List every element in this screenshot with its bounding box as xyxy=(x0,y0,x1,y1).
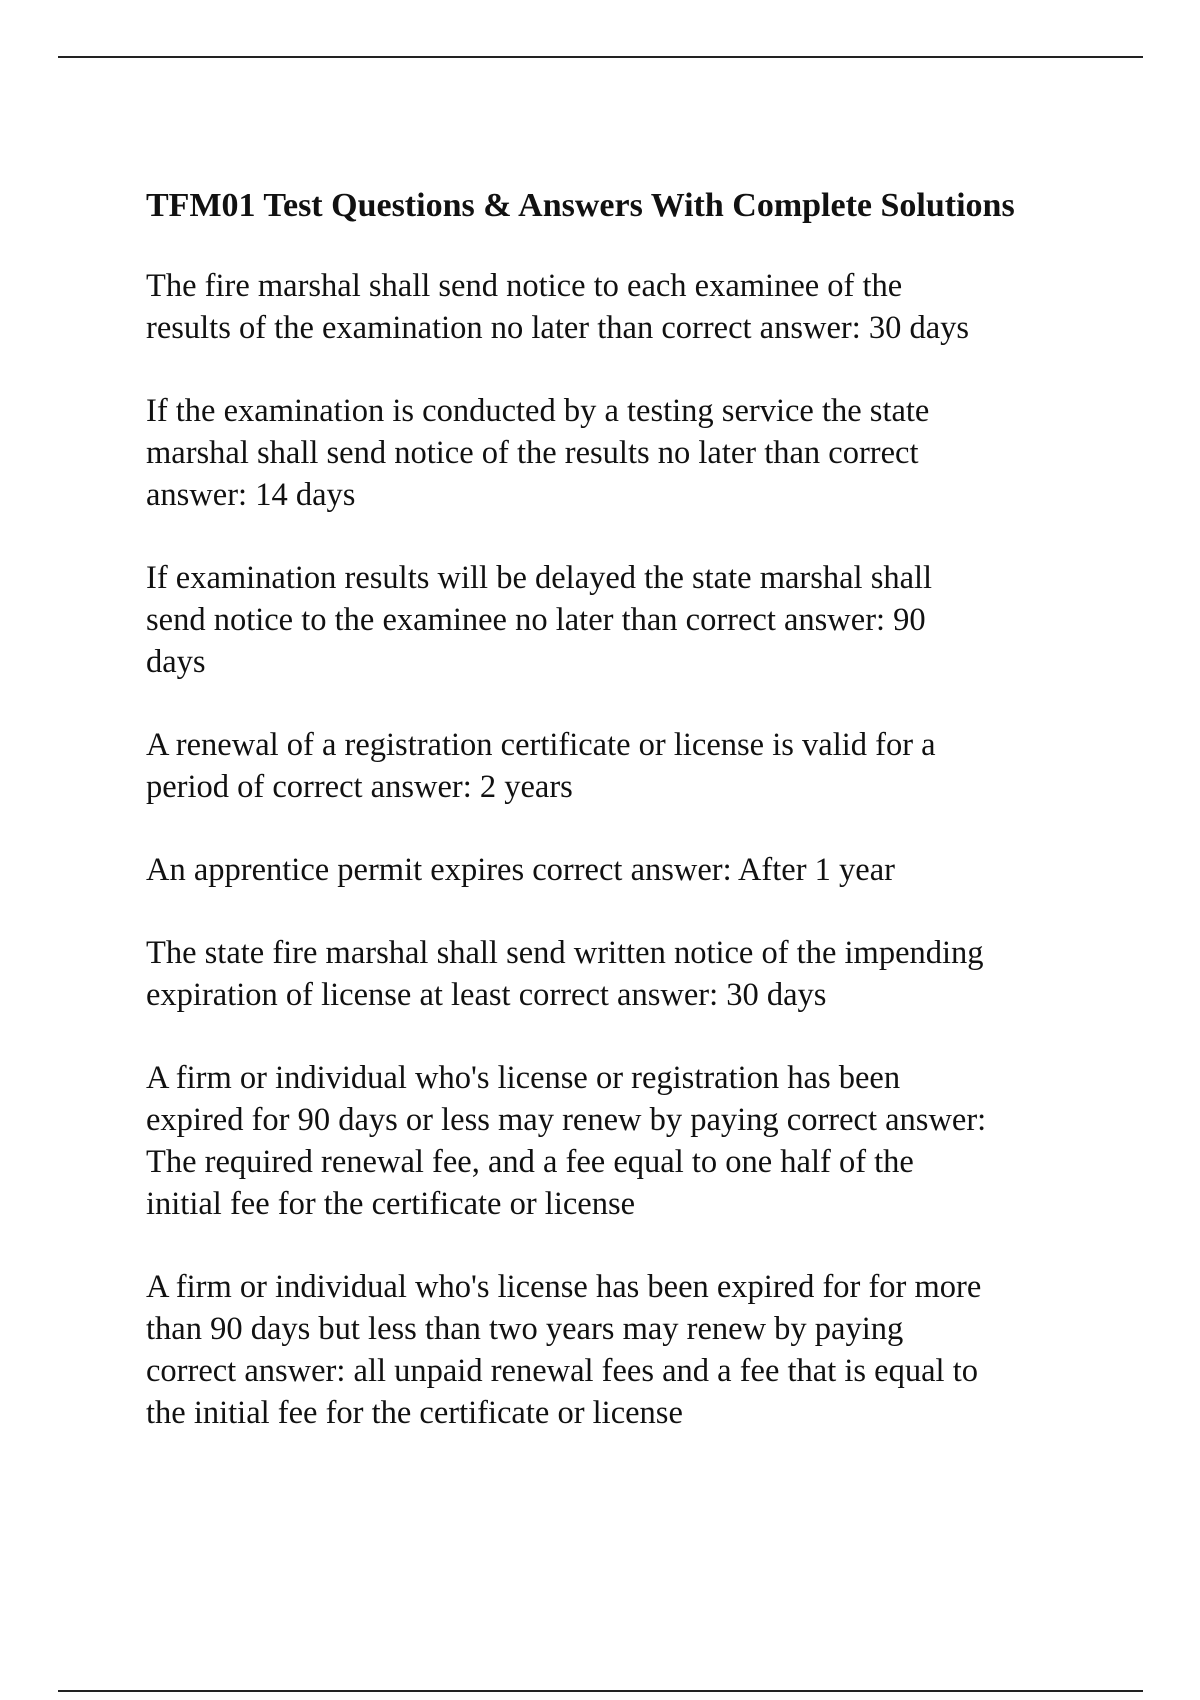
qa-text-line: If the examination is conducted by a testing service the state xyxy=(146,393,930,429)
qa-item xyxy=(146,724,1096,808)
qa-item xyxy=(146,557,1096,683)
qa-text-line: results of the examination no later than correct answer: 30 days xyxy=(146,310,970,346)
qa-item xyxy=(146,849,1096,891)
qa-text-line: send notice to the examinee no later than correct answer: 90 xyxy=(146,602,926,638)
qa-text-line: expiration of license at least correct answer: 30 days xyxy=(146,977,827,1013)
document-body xyxy=(146,185,1146,1475)
qa-text-line: The required renewal fee, and a fee equal to one half of the xyxy=(146,1144,914,1180)
qa-text-line: answer: 14 days xyxy=(146,477,356,513)
qa-item xyxy=(146,265,1096,349)
top-rule xyxy=(58,56,1143,58)
qa-text-line: expired for 90 days or less may renew by paying correct answer: xyxy=(146,1102,987,1138)
bottom-rule xyxy=(58,1690,1143,1692)
qa-item xyxy=(146,1266,1096,1434)
qa-list xyxy=(146,265,1146,1434)
qa-text-line: the initial fee for the certificate or license xyxy=(146,1395,683,1431)
qa-text-line: initial fee for the certificate or license xyxy=(146,1186,636,1222)
qa-text-line: marshal shall send notice of the results no later than correct xyxy=(146,435,919,471)
qa-text-line: than 90 days but less than two years may renew by paying xyxy=(146,1311,904,1347)
qa-text-line: A renewal of a registration certificate or license is valid for a xyxy=(146,727,936,763)
document-title: TFM01 Test Questions & Answers With Complete Solutions xyxy=(146,187,1015,224)
qa-text-line: A firm or individual who's license has been expired for for more xyxy=(146,1269,982,1305)
qa-item xyxy=(146,932,1096,1016)
qa-text-line: The state fire marshal shall send written notice of the impending xyxy=(146,935,984,971)
qa-item xyxy=(146,390,1096,516)
qa-text-line: A firm or individual who's license or registration has been xyxy=(146,1060,901,1096)
qa-item xyxy=(146,1057,1096,1225)
qa-text-line: An apprentice permit expires correct answer: After 1 year xyxy=(146,852,895,888)
qa-text-line: correct answer: all unpaid renewal fees and a fee that is equal to xyxy=(146,1353,978,1389)
qa-text-line: period of correct answer: 2 years xyxy=(146,769,573,805)
qa-text-line: days xyxy=(146,644,206,680)
qa-text-line: If examination results will be delayed the state marshal shall xyxy=(146,560,933,596)
qa-text-line: The fire marshal shall send notice to each examinee of the xyxy=(146,268,903,304)
